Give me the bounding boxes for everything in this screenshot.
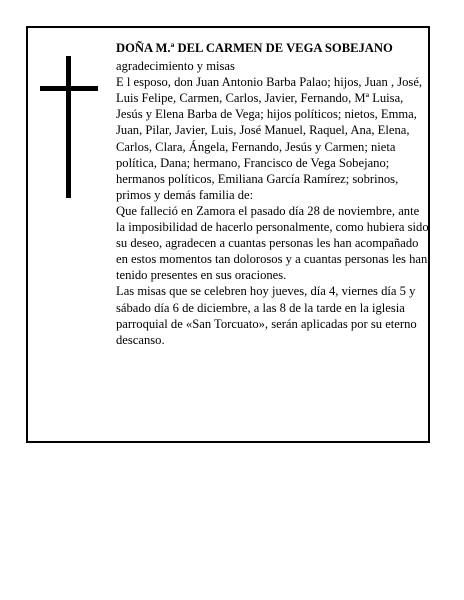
cross-vertical-bar xyxy=(66,56,71,198)
cross-horizontal-bar xyxy=(40,86,98,91)
obituary-notice-frame xyxy=(26,26,430,443)
masses-paragraph: Las misas que se celebren hoy jueves, día 4, viernes día 5 y sábado día 6 de diciembre, a las 8 de la tarde en la iglesia parroquial de «San Torcuato», serán aplicadas por su eterno descanso. xyxy=(116,284,417,347)
family-paragraph: E l esposo, don Juan Antonio Barba Palao; hijos, Juan , José, Luis Felipe, Carmen, Carlos, Javier, Fernando, Mª Luisa, Jesús y Elena Barba de Vega; hijos políticos; nietos, Emma, Juan, Pilar, Javier, Luis, José Manuel, Raquel, Ana, Elena, Carlos, Clara, Ángela, Fernando, Jesús y Carmen; nieta política, Dana; hermano, Francisco de Vega Sobejano; hermanos políticos, Emiliana García Ramírez; sobrinos, primos y demás familia de: xyxy=(116,75,423,202)
notice-subtitle: agradecimiento y misas xyxy=(116,59,235,74)
cross-icon xyxy=(40,56,98,198)
thanks-paragraph: Que falleció en Zamora el pasado día 28 de noviembre, ante la imposibilidad de hacerlo personalmente, como hubiera sido su deseo, agradecen a cuantas personas les han acompañado en estos momentos tan dolorosos y a cuantas personas les han tenido presentes en sus oraciones. xyxy=(116,203,429,283)
obituary-text xyxy=(116,40,430,348)
deceased-name: DOÑA M.ª DEL CARMEN DE VEGA SOBEJANO xyxy=(116,41,393,55)
